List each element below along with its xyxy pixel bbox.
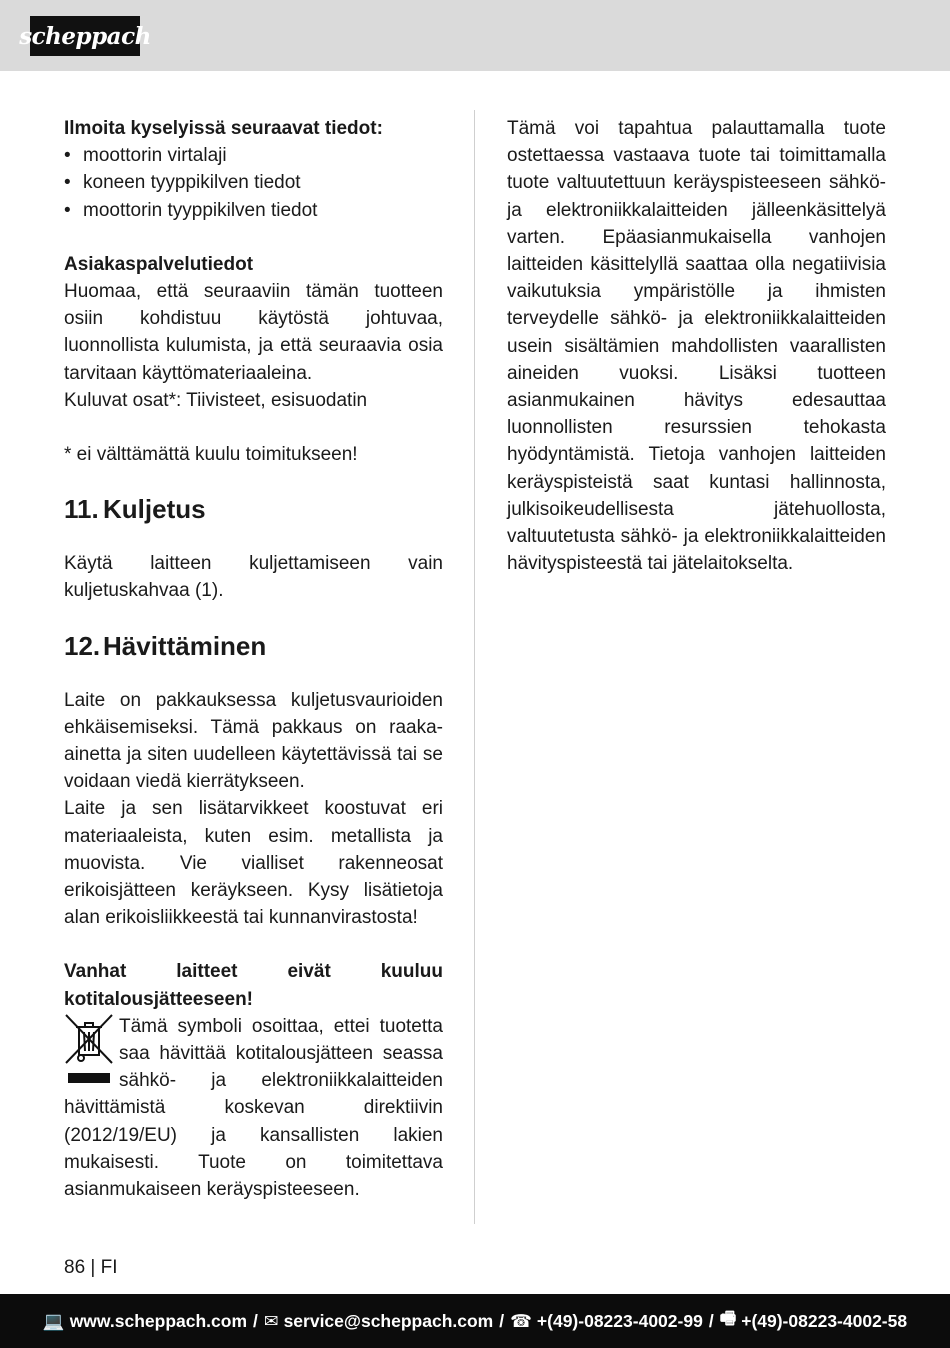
list-item: • moottorin virtalaji (64, 142, 443, 169)
inquiry-list (64, 142, 443, 224)
service-heading: Asiakaspalvelutiedot (64, 253, 254, 275)
section-number: 12. (64, 630, 101, 661)
separator: / (499, 1310, 505, 1331)
footnote: * ei välttämättä kuulu toimitukseen! (64, 444, 358, 466)
right-column (507, 115, 886, 577)
disposal-text: Tämä voi tapahtua palauttamalla tuote ostettaessa vastaava tuote tai toimittamalla tuote valtuutettuun keräyspisteeseen sähkö- ja elektroniikkalaitteiden jälleenkäsittelyä varten. Epäasianmukaisella vanhojen laitteiden käsittelyllä saattaa olla negatiivisia vaikutuksia ympäristölle ja ihmisten terveydelle sähkö- ja elektroniikkalaitteiden usein sisältämien mahdollisten vaarallisten aineiden vuoksi. Lisäksi tuotteen asianmukainen hävitys edesauttaa luonnollisten resurssien tehokasta hyödyntämistä. Tietoja vanhojen laitteiden keräyspisteistä saat kuntasi hallinnosta, julkisoikeudellisesta jätehuollosta, valtuutetusta sähkö- ja elektroniikkalaitteiden hävityspisteestä tai jätelaitokselta. (507, 118, 886, 575)
page-number: 86 | FI (64, 1257, 118, 1278)
fax-number: +(49)-08223-4002-58 (741, 1310, 908, 1331)
left-column (64, 115, 443, 1203)
website-link[interactable]: www.scheppach.com (69, 1310, 248, 1331)
section-11-text: Käytä laitteen kuljettamiseen vain kuljetuskahvaa (1). (64, 553, 443, 602)
wear-parts: Kuluvat osat*: Tiivisteet, esisuodatin (64, 389, 368, 411)
section-12-paragraph-2: Laite ja sen lisätarvikkeet koostuvat eri materiaaleista, kuten esim. metallista ja muovista. Vie vialliset rakenneosat erikoisjätteen keräykseen. Kysy lisätietoja alan erikoisliikkeestä tai kunnanvirastosta! (64, 798, 443, 929)
section-number: 11. (64, 494, 99, 525)
crossed-bin-icon (64, 1013, 114, 1087)
page-header (0, 0, 950, 71)
separator: / (253, 1310, 258, 1331)
email-link[interactable]: service@scheppach.com (283, 1310, 494, 1331)
inquiry-heading: Ilmoita kyselyissä seuraavat tiedot: (64, 118, 383, 139)
telephone-icon: ☎ (510, 1310, 532, 1331)
footer-contact (0, 1294, 950, 1348)
weee-block (64, 1013, 443, 1203)
list-item: • moottorin tyyppikilven tiedot (64, 197, 443, 224)
phone-number: +(49)-08223-4002-99 (536, 1310, 703, 1331)
section-12-paragraph-1: Laite on pakkauksessa kuljetusvaurioiden ehkäisemiseksi. Tämä pakkaus on raaka-ainetta ja siten uudelleen käytettävissä tai se voidaan viedä kierrätykseen. (64, 689, 443, 793)
weee-text: Tämä symboli osoittaa, ettei tuotetta saa hävittää kotitalousjätteen seassa sähkö- ja elektroniikkalaitteiden hävittämistä koskevan direktiivin (2012/19/EU) ja kansallisten lakien mukaisesti. Tuote on toimitettava asianmukaiseen keräyspisteeseen. (64, 1015, 443, 1201)
list-item: • koneen tyyppikilven tiedot (64, 169, 443, 196)
section-title: Kuljetus (103, 494, 206, 525)
weee-heading: Vanhat laitteet eivät kuuluu kotitalousjätteeseen! (64, 961, 443, 1010)
service-text: Huomaa, että seuraaviin tämän tuotteen osiin kohdistuu käytöstä johtuvaa, luonnollista kulumista, ja että seuraavia osia tarvitaan käyttömateriaaleina. (64, 281, 443, 384)
section-11-heading (64, 494, 443, 524)
section-12-heading (64, 631, 443, 661)
fax-icon: 🖷 (719, 1308, 737, 1328)
column-divider (474, 110, 475, 1224)
separator: / (708, 1310, 714, 1331)
computer-icon: 💻 (42, 1310, 65, 1331)
scheppach-logo: scheppach (30, 16, 140, 56)
envelope-icon: ✉ (263, 1310, 279, 1331)
section-title: Hävittäminen (103, 630, 267, 661)
